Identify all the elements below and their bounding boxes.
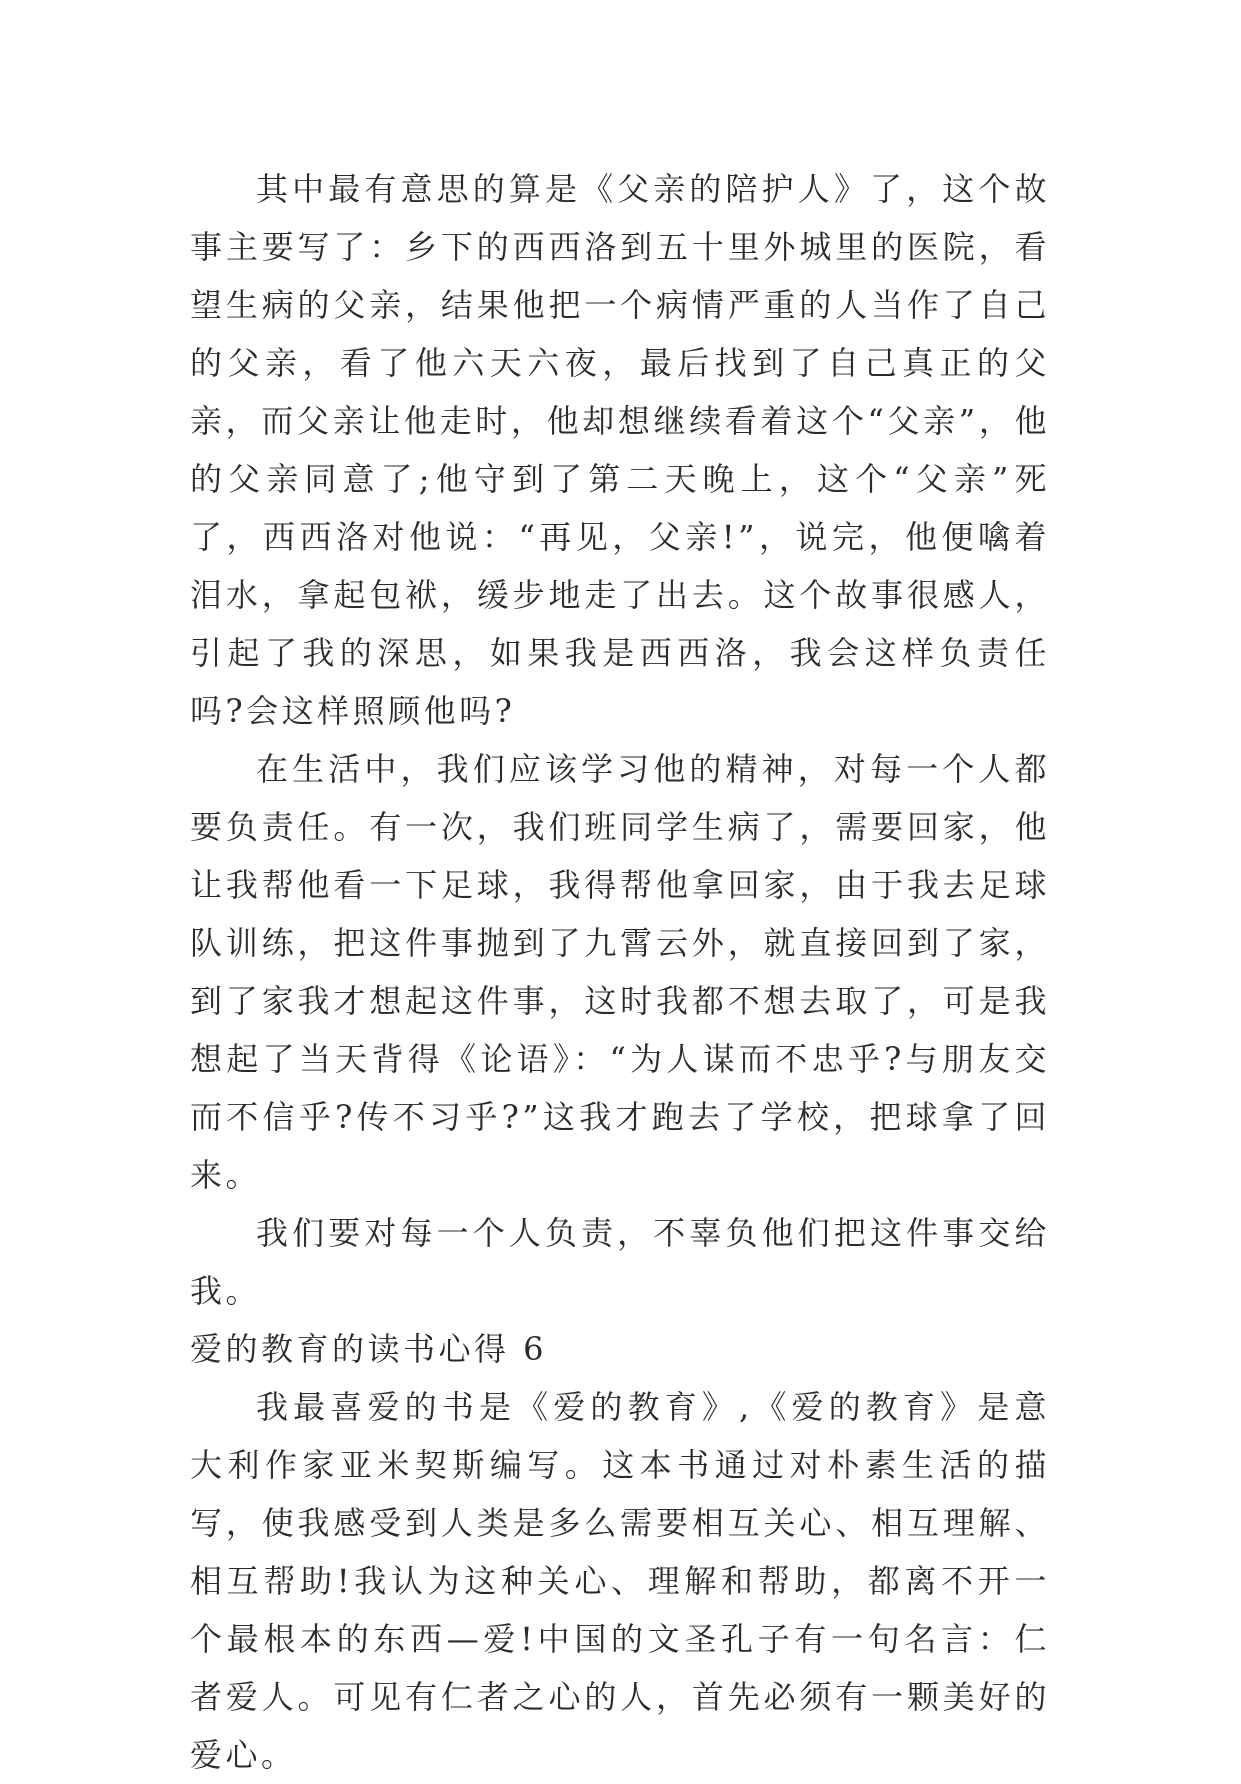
section-heading: 爱的教育的读书心得 6 — [190, 1330, 548, 1368]
paragraph-responsibility: 在生活中，我们应该学习他的精神，对每一个人都要负责任。有一次，我们班同学生病了，需要回家，他让我帮他看一下足球，我得帮他拿回家，由于我去足球队训练，把这件事抛到了九霄云外，就直接回到了家，到了家我才想起这件事，这时我都不想去取了，可是我想起了当天背得《论语》：“为人谋而不忠乎?与朋友交而不信乎?传不习乎?”这我才跑去了学校，把球拿了回来。 — [190, 750, 1050, 1194]
paragraph-favorite-book: 我最喜爱的书是《爱的教育》,《爱的教育》是意大利作家亚米契斯编写。这本书通过对朴素生活的描写，使我感受到人类是多么需要相互关心、相互理解、相互帮助!我认为这种关心、理解和帮助，都离不开一个最根本的东西—爱!中国的文圣孔子有一句名言：仁者爱人。可见有仁者之心的人，首先必须有一颗美好的爱心。 — [190, 1388, 1050, 1774]
paragraph-conclusion: 我们要对每一个人负责，不辜负他们把这件事交给我。 — [190, 1214, 1050, 1310]
paragraph-father-companion: 其中最有意思的算是《父亲的陪护人》了，这个故事主要写了：乡下的西西洛到五十里外城里的医院，看望生病的父亲，结果他把一个病情严重的人当作了自己的父亲，看了他六天六夜，最后找到了自己真正的父亲，而父亲让他走时，他却想继续看着这个“父亲”，他的父亲同意了;他守到了第二天晚上，这个“父亲”死了，西西洛对他说：“再见，父亲!”，说完，他便噙着泪水，拿起包袱，缓步地走了出去。这个故事很感人，引起了我的深思，如果我是西西洛，我会这样负责任吗?会这样照顾他吗? — [190, 170, 1050, 730]
document-body — [190, 160, 1050, 1784]
